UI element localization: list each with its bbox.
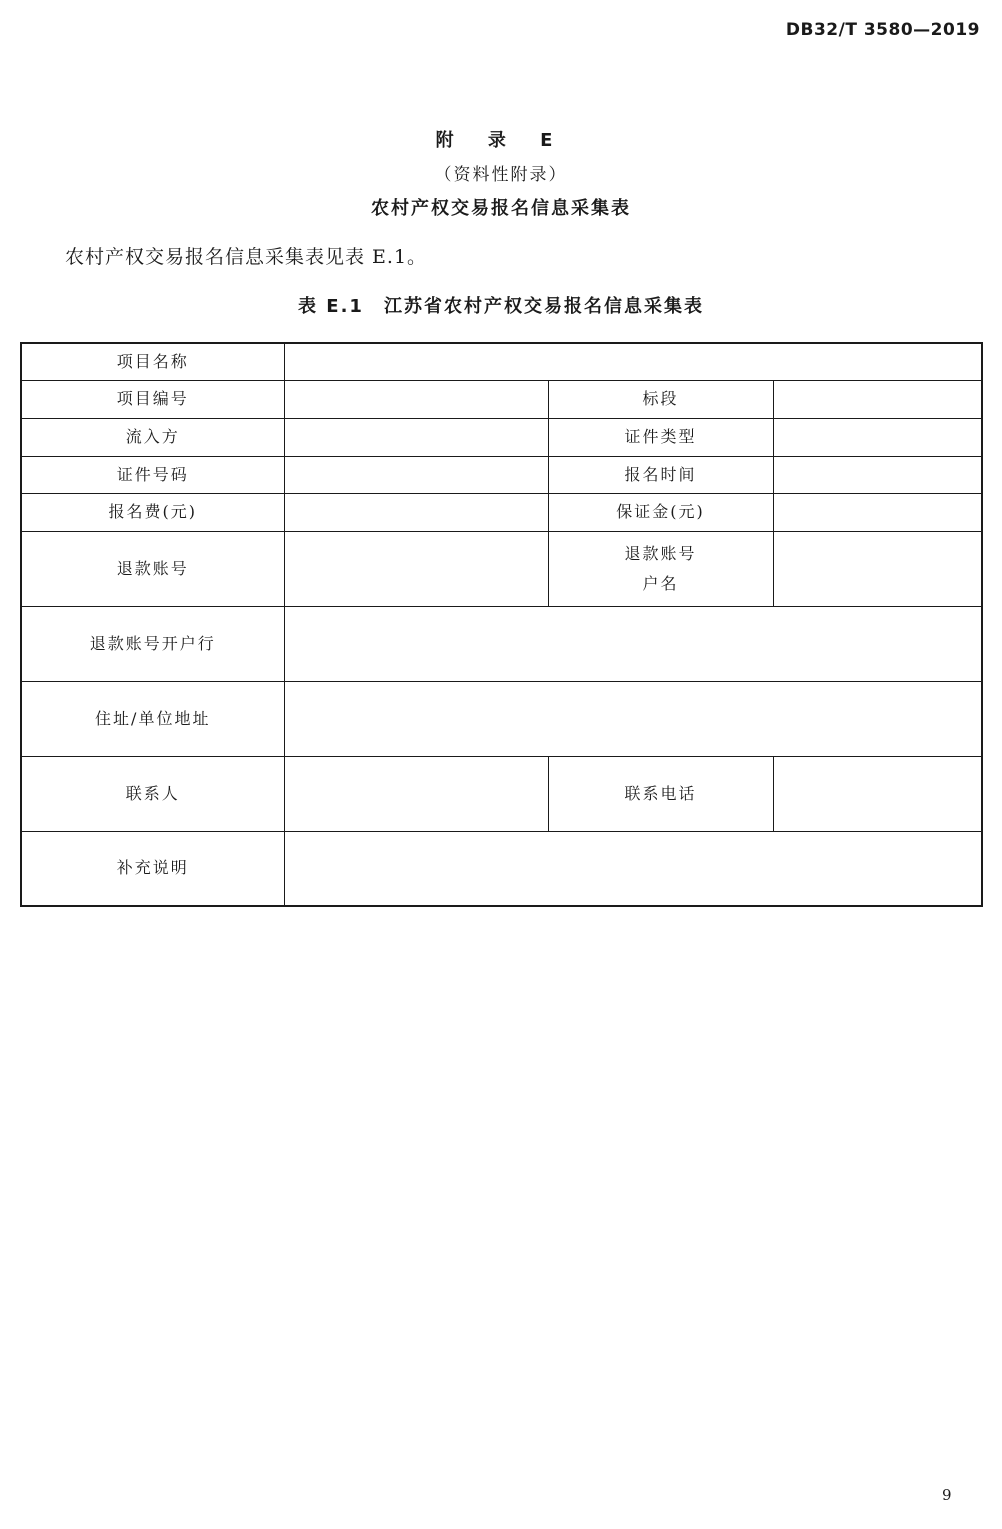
supplementary-notes-value[interactable] bbox=[284, 831, 982, 906]
supplementary-notes-label: 补充说明 bbox=[21, 831, 284, 906]
deposit-label: 保证金(元) bbox=[548, 493, 773, 531]
registration-form-table bbox=[20, 342, 983, 907]
registration-time-label: 报名时间 bbox=[548, 456, 773, 493]
table-caption: 表 E.1 江苏省农村产权交易报名信息采集表 bbox=[298, 296, 704, 317]
registration-fee-label: 报名费(元) bbox=[21, 493, 284, 531]
appendix-name: 农村产权交易报名信息采集表 bbox=[371, 198, 631, 219]
table-row bbox=[21, 831, 982, 906]
address-label: 住址/单位地址 bbox=[21, 681, 284, 756]
id-number-label: 证件号码 bbox=[21, 456, 284, 493]
table-row bbox=[21, 681, 982, 756]
refund-account-name-line1: 退款账号 bbox=[624, 543, 697, 563]
table-row bbox=[21, 606, 982, 681]
project-name-label: 项目名称 bbox=[21, 343, 284, 380]
refund-account-name-label bbox=[548, 531, 773, 606]
table-row bbox=[21, 456, 982, 493]
table-row bbox=[21, 531, 982, 606]
page-number: 9 bbox=[942, 1486, 952, 1504]
contact-phone-value[interactable] bbox=[773, 756, 982, 831]
lot-label: 标段 bbox=[548, 380, 773, 418]
document-code: DB32/T 3580—2019 bbox=[785, 20, 980, 40]
refund-account-value[interactable] bbox=[284, 531, 548, 606]
intro-paragraph: 农村产权交易报名信息采集表见表 E.1。 bbox=[65, 246, 428, 268]
table-row bbox=[21, 380, 982, 418]
project-number-value[interactable] bbox=[284, 380, 548, 418]
id-type-label: 证件类型 bbox=[548, 418, 773, 456]
address-value[interactable] bbox=[284, 681, 982, 756]
lot-value[interactable] bbox=[773, 380, 982, 418]
table-row bbox=[21, 343, 982, 380]
appendix-type: （资料性附录） bbox=[434, 165, 568, 185]
transferee-label: 流入方 bbox=[21, 418, 284, 456]
transferee-value[interactable] bbox=[284, 418, 548, 456]
project-number-label: 项目编号 bbox=[21, 380, 284, 418]
contact-person-label: 联系人 bbox=[21, 756, 284, 831]
refund-bank-label: 退款账号开户行 bbox=[21, 606, 284, 681]
refund-account-name-value[interactable] bbox=[773, 531, 982, 606]
appendix-title: 附 录 E bbox=[435, 130, 567, 151]
project-name-value[interactable] bbox=[284, 343, 982, 380]
contact-person-value[interactable] bbox=[284, 756, 548, 831]
table-row bbox=[21, 756, 982, 831]
registration-time-value[interactable] bbox=[773, 456, 982, 493]
table-row bbox=[21, 493, 982, 531]
refund-account-name-line2: 户名 bbox=[642, 573, 679, 593]
id-number-value[interactable] bbox=[284, 456, 548, 493]
deposit-value[interactable] bbox=[773, 493, 982, 531]
contact-phone-label: 联系电话 bbox=[548, 756, 773, 831]
table-row bbox=[21, 418, 982, 456]
refund-bank-value[interactable] bbox=[284, 606, 982, 681]
registration-fee-value[interactable] bbox=[284, 493, 548, 531]
id-type-value[interactable] bbox=[773, 418, 982, 456]
refund-account-label: 退款账号 bbox=[21, 531, 284, 606]
